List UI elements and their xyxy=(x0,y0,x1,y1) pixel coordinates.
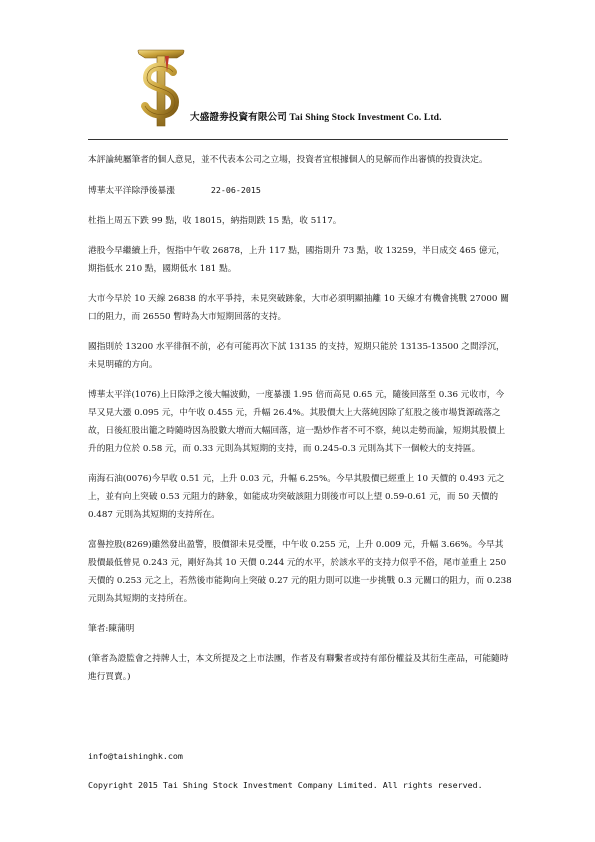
copyright: Copyright 2015 Tai Shing Stock Investment Company Limited. All rights reserved. xyxy=(88,780,483,790)
article-body xyxy=(88,151,512,698)
company-logo xyxy=(133,42,189,130)
paragraph-8269: 富譽控股(8269)雖然發出盈警，股價卻未見受壓，中午收 0.255 元，上升 0.009 元，升幅 3.66%。今早其股價最低曾見 0.243 元，剛好為其 10 天價 0.244 元的水平，於該水平的支持力似乎不俗，尾市並重上 250 天價的 0.253 元之上，若然後市能夠向上突破 0.27 元的阻力則可以進一步挑戰 0.3 元關口的阻力，而 0.238 元則為其短期的支持所在。 xyxy=(88,540,512,604)
disclaimer: 本評論純屬筆者的個人意見，並不代表本公司之立場，投資者宜根據個人的見解而作出審慎的投資決定。 xyxy=(88,155,488,165)
contact-email[interactable]: info@taishinghk.com xyxy=(88,751,183,761)
paragraph-0076: 南海石油(0076)今早收 0.51 元，上升 0.03 元，升幅 6.25%。今早其股價已經重上 10 天價的 0.493 元之上，並有向上突破 0.53 元阻力的跡象，如能成功突破該阻力則後市可以上望 0.59-0.61 元，而 50 天價的 0.487 元則為其短期的支持所在。 xyxy=(88,474,505,520)
author-note: (筆者為證監會之持牌人士，本文所提及之上市法團，作者及有聯繫者或持有部份權益及其衍生產品，可能隨時進行買賣。) xyxy=(88,654,509,682)
company-name: 大盛證劵投資有限公司 Tai Shing Stock Investment Co. Ltd. xyxy=(190,112,442,123)
paragraph-hsi: 港股今早繼續上升，恆指中午收 26878，上升 117 點，國指則升 73 點，收 13259，半日成交 465 億元，期指低水 210 點，國期低水 181 點。 xyxy=(88,246,505,274)
footer xyxy=(88,749,518,792)
article-date: 22-06-2015 xyxy=(210,185,261,195)
paragraph-hscei: 國指則於 13200 水平徘徊不前，必有可能再次下試 13135 的支持，短期只能於 13135-13500 之間浮沉，未見明確的方向。 xyxy=(88,342,505,370)
author: 筆者:陳蒲明 xyxy=(88,624,135,634)
paragraph-market: 大市今早於 10 天線 26838 的水平爭持，未見突破跡象，大市必須明顯抽離 10 天線才有機會挑戰 27000 關口的阻力，而 26550 暫時為大市短期回落的支持。 xyxy=(88,294,509,322)
paragraph-dow: 杜指上周五下跌 99 點，收 18015，納指則跌 15 點，收 5117。 xyxy=(88,216,342,226)
article-title: 博華太平洋除淨後暴漲 xyxy=(88,186,175,196)
article-heading xyxy=(88,181,512,200)
paragraph-1076: 博華太平洋(1076)上日除淨之後大幅波動，一度暴漲 1.95 倍而高見 0.65 元，隨後回落至 0.36 元收市，今早又見大漲 0.095 元，中午收 0.455 元，升幅 26.4%。其股價大上大落純因除了紅股之後市場貨源疏落之故，日後紅股出籠之時隨時因為股數大增而大幅回落，這一點炒作者不可不察，純以走勢而論，短期其股價上升的阻力位於 0.58 元，而 0.33 元則為其短期的支持，而 0.245-0.3 元則為其下一個較大的支持區。 xyxy=(88,390,505,454)
header-divider xyxy=(88,139,508,140)
